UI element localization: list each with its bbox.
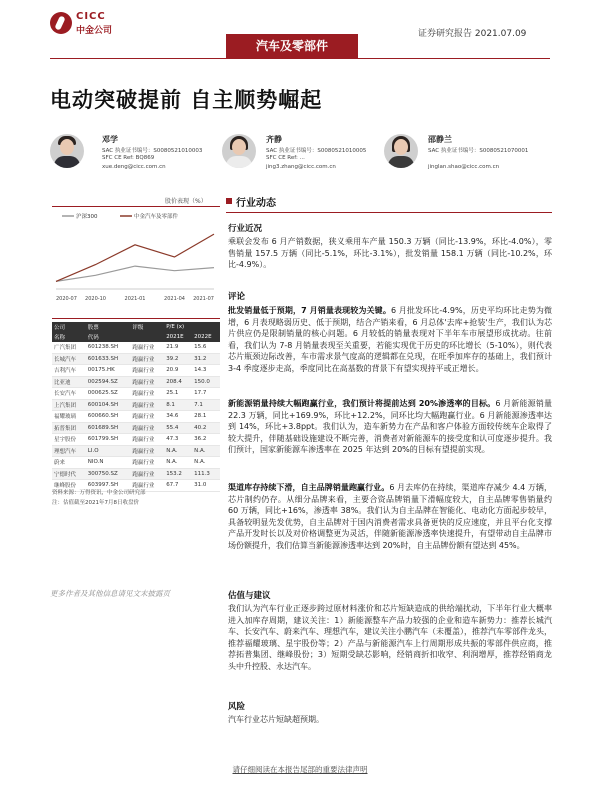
table-row: [52, 468, 220, 480]
table-cell: 601689.SH: [86, 422, 131, 434]
subhead-industry-status: 行业近况: [228, 224, 263, 234]
table-cell: 153.2: [164, 468, 192, 480]
table-cell: 7.1: [192, 399, 220, 411]
table-cell: LI.O: [86, 445, 131, 457]
col-subheader: [130, 332, 164, 342]
col-subheader: 名称: [52, 332, 86, 342]
performance-chart: [52, 208, 220, 303]
para-body: 6 月批发环比-4.9%，历史平均环比走势为微增，6 月表现略弱历史、低于预期，结合产销来看，6 月总体'去库+抢装'生产，我们认为芯片供应仍是限制销量的核心问题。6 月较低的销量表现对下半年车市展望形成扰动。往前看，我们认为 7-8 月销量表现至关重要，若能实现优于历史的环比增长（5-10%），则代表芯片瓶颈边际改善，车市需求景气度高的逻辑都在兑现，在旺季加库存的基础上，我们预计 3-4 季度逐步走高，季度同比在高基数的背景下有望实现持平或正增长。: [228, 306, 552, 373]
table-cell: 14.3: [192, 365, 220, 377]
table-cell: 宁德时代: [52, 468, 86, 480]
col-subheader: 代码: [86, 332, 131, 342]
table-cell: 跑赢行业: [130, 457, 164, 469]
paragraph-valuation: 我们认为汽车行业正逐步跨过原材料涨价和芯片短缺造成的供给端扰动，下半年行业大概率进入加库存周期，建议关注：1）新能源整车产品力较强的企业和造车新势力：推荐长城汽车、长安汽车、蔚来汽车、理想汽车，建议关注小鹏汽车（未覆盖），推荐汽车零部件龙头，推荐福耀玻璃、星宇股份等；2）产品与新能源汽车上行周期形成共振的零部件供应商，推荐拓普集团、继峰股份；3）短期受缺芯影响，经销商折扣收窄、利润增厚，推荐经销商龙头中升控股、永达汽车。: [228, 604, 552, 671]
table-cell: 39.2: [164, 353, 192, 365]
table-cell: 跑赢行业: [130, 399, 164, 411]
table-cell: 15.6: [192, 342, 220, 353]
table-cell: 47.3: [164, 434, 192, 446]
table-cell: 25.1: [164, 388, 192, 400]
report-title: 电动突破提前 自主顺势崛起: [50, 88, 323, 112]
table-cell: N.A.: [164, 457, 192, 469]
table-row: [52, 457, 220, 469]
chart-top-rule: [52, 206, 220, 207]
table-cell: 002594.SZ: [86, 376, 131, 388]
table-cell: 跑赢行业: [130, 445, 164, 457]
subhead-risk: 风险: [228, 702, 246, 712]
table-note: 注：估值截至2021年7月8日收盘价: [52, 500, 139, 506]
table-cell: 40.2: [192, 422, 220, 434]
table-top-rule: [52, 318, 220, 319]
chart-series: [56, 234, 214, 281]
col-header: P/E (x): [164, 322, 220, 332]
table-cell: 601238.SH: [86, 342, 131, 353]
valuation-table: [52, 322, 220, 492]
subhead-valuation: 估值与建议: [228, 591, 271, 601]
footer-legal-link[interactable]: 请仔细阅读在本报告尾部的重要法律声明: [232, 765, 368, 774]
table-cell: 跑赢行业: [130, 480, 164, 492]
table-cell: 拓普集团: [52, 422, 86, 434]
analyst-avatar: [222, 134, 256, 168]
x-tick-label: 2020-07: [56, 296, 77, 302]
analyst-sfc: SFC CE Ref: BQ869: [102, 155, 155, 161]
analyst-license: SAC 执业证书编号：S0080521010005: [266, 148, 367, 154]
table-cell: 600660.SH: [86, 411, 131, 423]
table-cell: 继峰股份: [52, 480, 86, 492]
table-cell: 跑赢行业: [130, 342, 164, 353]
analyst-email[interactable]: jinglan.shao@cicc.com.cn: [428, 164, 500, 170]
table-cell: N.A.: [192, 445, 220, 457]
x-tick-label: 2020-10: [85, 296, 106, 302]
cicc-logo-icon: [50, 12, 72, 34]
section-divider: [226, 212, 552, 213]
analyst-name: 邓学: [102, 135, 118, 144]
paragraph-inventory: [228, 482, 552, 552]
table-cell: 星宇股份: [52, 434, 86, 446]
col-subheader: 2021E: [164, 332, 192, 342]
analyst-name: 齐静: [266, 135, 282, 144]
legend-label: 沪深300: [76, 214, 98, 220]
table-row: [52, 342, 220, 353]
para-body: 6 月去库仍在持续，渠道库存减少 4.4 万辆，芯片制约仍存。从细分品牌来看，主要合资品牌销量下滑幅度较大，自主品牌零售销量约 60 万辆，同比+16%，渗透率 38%。我们认为自主品牌在智能化、电动化方面起步较早，具备较明显先发优势，自主品牌对于国内消费者需求具备更快的反应速度，并且平台化支撑产品开发时长以及对价格调整更为灵活，伴随新能源渗透率快速提升，有望带动自主品牌市场份额提升，我们估算当新能源渗透率达到 20%时，自主品牌份额有望达到 45%。: [228, 483, 552, 550]
table-row: [52, 399, 220, 411]
table-cell: N.A.: [192, 457, 220, 469]
table-cell: 跑赢行业: [130, 411, 164, 423]
table-cell: 34.6: [164, 411, 192, 423]
table-cell: 长城汽车: [52, 353, 86, 365]
table-cell: 福耀玻璃: [52, 411, 86, 423]
paragraph-industry-status: 乘联会发布 6 月产销数据，狭义乘用车产量 150.3 万辆（同比-13.9%，环比-4.0%），零售销量 157.5 万辆（同比-5.1%，环比-3.1%），批发销量 158.1 万辆（同比-10.2%，环比-4.9%）。: [228, 237, 552, 270]
report-type-date: 证券研究报告 2021.07.09: [418, 29, 527, 39]
paragraph-sales: [228, 305, 552, 375]
logo-text-en: CICC: [76, 11, 106, 22]
table-cell: 31.2: [192, 353, 220, 365]
table-cell: 28.1: [192, 411, 220, 423]
col-header: 股票: [86, 322, 131, 332]
col-header: 公司: [52, 322, 86, 332]
analyst-avatar: [384, 134, 418, 168]
subhead-comment: 评论: [228, 292, 246, 302]
legend-label: 中金汽车及零部件: [134, 214, 179, 220]
more-authors-note: 更多作者及其他信息请见文末披露页: [50, 589, 170, 598]
table-cell: 150.0: [192, 376, 220, 388]
section-title: 行业动态: [236, 198, 276, 209]
analyst-avatar: [50, 134, 84, 168]
chart-legend: [62, 212, 179, 220]
series-line-1: [56, 234, 214, 281]
x-tick-label: 2021-04: [164, 296, 185, 302]
section-tab: 汽车及零部件: [226, 34, 358, 58]
analyst-sfc: SFC CE Ref: ...: [266, 155, 305, 161]
table-row: [52, 434, 220, 446]
table-row: [52, 365, 220, 377]
table-cell: NIO.N: [86, 457, 131, 469]
table-cell: 55.4: [164, 422, 192, 434]
table-cell: 601799.SH: [86, 434, 131, 446]
table-cell: 跑赢行业: [130, 422, 164, 434]
col-header: 评级: [130, 322, 164, 332]
table-cell: 跑赢行业: [130, 468, 164, 480]
table-cell: 21.9: [164, 342, 192, 353]
table-row: [52, 353, 220, 365]
table-cell: 31.0: [192, 480, 220, 492]
table-row: [52, 445, 220, 457]
analyst-license: SAC 执业证书编号：S0080521010003: [102, 148, 203, 154]
table-cell: 603997.SH: [86, 480, 131, 492]
table-cell: 000625.SZ: [86, 388, 131, 400]
table-cell: 理想汽车: [52, 445, 86, 457]
x-tick-label: 2021-01: [124, 296, 146, 302]
table-cell: 跑赢行业: [130, 353, 164, 365]
table-cell: 上汽集团: [52, 399, 86, 411]
table-cell: 208.4: [164, 376, 192, 388]
table-cell: 8.1: [164, 399, 192, 411]
table-cell: 600104.SH: [86, 399, 131, 411]
col-subheader: 2022E: [192, 332, 220, 342]
paragraph-nev: [228, 398, 552, 456]
table-row: [52, 422, 220, 434]
table-cell: 广汽集团: [52, 342, 86, 353]
analyst-name: 邵静兰: [428, 135, 452, 144]
table-cell: 跑赢行业: [130, 434, 164, 446]
section-marker-icon: [226, 198, 232, 204]
para-lead: 批发销量低于预期，7 月销量表现较为关键。: [228, 306, 391, 315]
table-cell: N.A.: [164, 445, 192, 457]
table-cell: 跑赢行业: [130, 376, 164, 388]
table-row: [52, 376, 220, 388]
table-cell: 36.2: [192, 434, 220, 446]
table-cell: 601633.SH: [86, 353, 131, 365]
table-cell: 300750.SZ: [86, 468, 131, 480]
x-tick-label: 2021-07: [193, 296, 214, 302]
logo-text-cn: 中金公司: [76, 26, 113, 36]
para-lead: 渠道库存持续下滑，自主品牌销量跑赢行业。: [228, 483, 390, 492]
series-line-0: [56, 266, 214, 281]
table-cell: 吉利汽车: [52, 365, 86, 377]
header-divider: [50, 58, 550, 59]
analyst-email[interactable]: xue.deng@cicc.com.cn: [102, 164, 166, 170]
table-cell: 17.7: [192, 388, 220, 400]
table-cell: 跑赢行业: [130, 388, 164, 400]
table-cell: 蔚来: [52, 457, 86, 469]
para-lead: 新能源销量持续大幅跑赢行业，我们预计将提前达到 20%渗透率的目标。: [228, 399, 496, 408]
table-row: [52, 388, 220, 400]
chart-unit-label: 股价表现（%）: [165, 198, 207, 205]
analyst-license: SAC 执业证书编号：S0080521070001: [428, 148, 529, 154]
table-row: [52, 411, 220, 423]
table-cell: 111.3: [192, 468, 220, 480]
table-cell: 长安汽车: [52, 388, 86, 400]
table-cell: 20.9: [164, 365, 192, 377]
para-body: 6 月新能源销量 22.3 万辆，同比+169.9%，环比+12.2%，同环比均大幅跑赢行业。6 月新能源渗透率达到 14%，环比+3.8ppt。我们认为，造车新势力在产品和客户体验方面较传统车企取得了较大提升，伴随基础设施建设不断完善，消费者对新能源车的接受度和认可度逐步提升。我们预计，国家新能源车渗透率在 2025 年达到 20%的目标有望提前实现。: [228, 399, 552, 455]
table-source: 资料来源：万得资讯，中金公司研究部: [52, 490, 146, 496]
table-cell: 跑赢行业: [130, 365, 164, 377]
table-cell: 比亚迪: [52, 376, 86, 388]
analyst-row: [50, 134, 550, 178]
table-cell: 67.7: [164, 480, 192, 492]
paragraph-risk: 汽车行业芯片短缺超预期。: [228, 715, 324, 724]
analyst-email[interactable]: jing3.zhang@cicc.com.cn: [266, 164, 336, 170]
table-cell: 00175.HK: [86, 365, 131, 377]
chart-x-ticks: [56, 296, 214, 302]
